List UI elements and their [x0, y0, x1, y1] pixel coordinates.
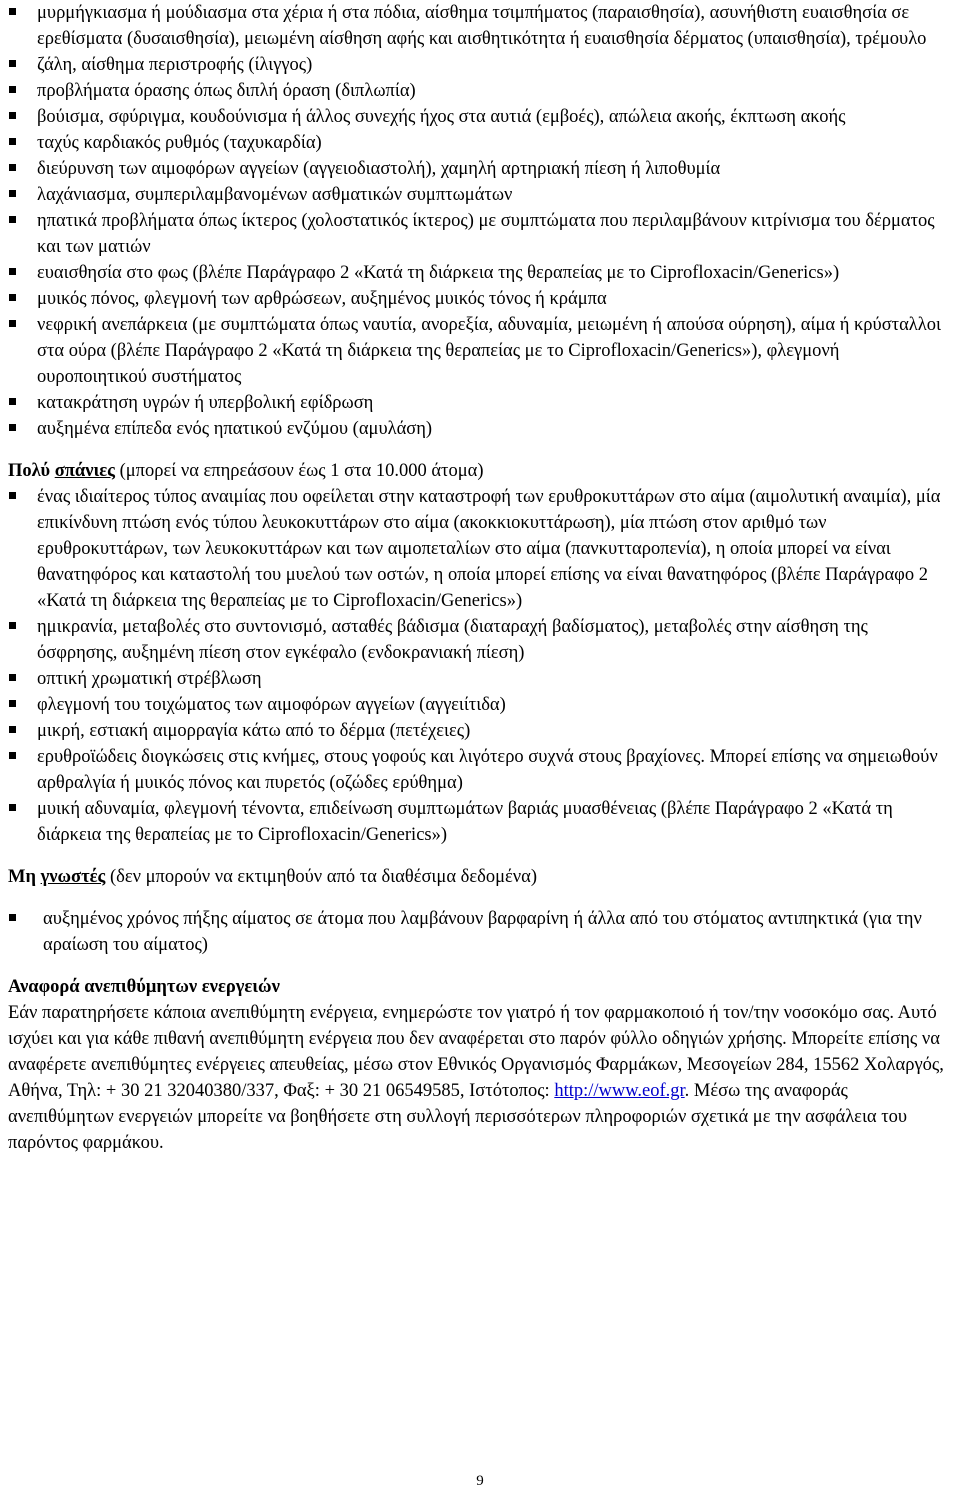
- bullet-square-icon: [9, 752, 16, 759]
- section-heading-very-rare: Πολύ σπάνιες (μπορεί να επηρεάσουν έως 1 στα 10.000 άτομα): [8, 461, 484, 481]
- bullet-square-icon: [9, 60, 16, 67]
- reporting-heading: Αναφορά ανεπιθύμητων ενεργειών: [8, 977, 280, 997]
- bullet-square-icon: [9, 190, 16, 197]
- side-effects-list-uncommon: [8, 0, 952, 442]
- list-item: αυξημένος χρόνος πήξης αίματος σε άτομα που λαμβάνουν βαρφαρίνη ή άλλα από του στόματος αντιπηκτικά (για την αραίωση του αίματος): [8, 906, 952, 958]
- bullet-square-icon: [9, 674, 16, 681]
- list-item: διεύρυνση των αιμοφόρων αγγείων (αγγειοδιαστολή), χαμηλή αρτηριακή πίεση ή λιποθυμία: [8, 156, 952, 182]
- bullet-square-icon: [9, 8, 16, 15]
- list-item: ερυθροϊώδεις διογκώσεις στις κνήμες, στους γοφούς και λιγότερο συχνά στους βραχίονες. Μπορεί επίσης να σημειωθούν αρθραλγία ή μυικός πόνος και πυρετός (οζώδες ερύθημα): [8, 744, 952, 796]
- list-item: μυρμήγκιασμα ή μούδιασμα στα χέρια ή στα πόδια, αίσθημα τσιμπήματος (παραισθησία), ασυνήθιστη ευαισθησία σε ερεθίσματα (δυσαισθησία), μειωμένη αίσθηση αφής και αισθητικότητα ή ευαισθησία δέρματος (υπαισθησία), τρέμουλο: [8, 0, 952, 52]
- list-item: ταχύς καρδιακός ρυθμός (ταχυκαρδία): [8, 130, 952, 156]
- bullet-square-icon: [9, 138, 16, 145]
- bullet-square-icon: [9, 492, 16, 499]
- list-item: μυικός πόνος, φλεγμονή των αρθρώσεων, αυξημένος μυικός τόνος ή κράμπα: [8, 286, 952, 312]
- side-effects-list-not-known: [8, 906, 952, 958]
- list-item: προβλήματα όρασης όπως διπλή όραση (διπλωπία): [8, 78, 952, 104]
- bullet-square-icon: [9, 398, 16, 405]
- list-item: κατακράτηση υγρών ή υπερβολική εφίδρωση: [8, 390, 952, 416]
- document-content: [8, 0, 952, 1156]
- list-item: ζάλη, αίσθημα περιστροφής (ίλιγγος): [8, 52, 952, 78]
- page-number: 9: [476, 1473, 484, 1489]
- spacer: [8, 890, 952, 906]
- bullet-square-icon: [9, 216, 16, 223]
- bullet-square-icon: [9, 726, 16, 733]
- bullet-square-icon: [9, 424, 16, 431]
- reporting-paragraph: Εάν παρατηρήσετε κάποια ανεπιθύμητη ενέργεια, ενημερώστε τον γιατρό ή τον φαρμακοποιό ή τον/την νοσοκόμο σας. Αυτό ισχύει και για κάθε πιθανή ανεπιθύμητη ενέργεια που δεν αναφέρεται στο παρόν φύλλο οδηγιών χρήσης. Μπορείτε επίσης να αναφέρετε ανεπιθύμητες ενέργειες απευθείας, μέσω στον Εθνικός Οργανισμός Φαρμάκων, Μεσογείων 284, 15562 Χολαργός, Αθήνα, Τηλ: + 30 21 32040380/337, Φαξ: + 30 21 06549585, Ιστότοπος: http://www.eof.gr. Μέσω της αναφοράς ανεπιθύμητων ενεργειών μπορείτε να βοηθήσετε στη συλλογή περισσότερων πληροφοριών σχετικά με την ασφάλεια του παρόντος φαρμάκου.: [8, 1003, 944, 1153]
- bullet-square-icon: [9, 112, 16, 119]
- bullet-square-icon: [9, 700, 16, 707]
- bullet-square-icon: [9, 804, 16, 811]
- bullet-square-icon: [9, 622, 16, 629]
- list-item: φλεγμονή του τοιχώματος των αιμοφόρων αγγείων (αγγειίτιδα): [8, 692, 952, 718]
- reporting-section: [8, 974, 952, 1156]
- list-item: ημικρανία, μεταβολές στο συντονισμό, ασταθές βάδισμα (διαταραχή βαδίσματος), μεταβολές στην αίσθηση της όσφρησης, αυξημένη πίεση στον εγκέφαλο (ενδοκρανιακή πίεση): [8, 614, 952, 666]
- bullet-square-icon: [9, 914, 16, 921]
- section-heading-not-known: Μη γνωστές (δεν μπορούν να εκτιμηθούν από τα διαθέσιμα δεδομένα): [8, 867, 538, 887]
- bullet-square-icon: [9, 268, 16, 275]
- list-item: νεφρική ανεπάρκεια (με συμπτώματα όπως ναυτία, ανορεξία, αδυναμία, μειωμένη ή απούσα ούρηση), αίμα ή κρύσταλλοι στα ούρα (βλέπε Παράγραφο 2 «Κατά τη διάρκεια της θεραπείας με το Ciprofloxacin/Generics»), φλεγμονή ουροποιητικού συστήματος: [8, 312, 952, 390]
- list-item: μυική αδυναμία, φλεγμονή τένοντα, επιδείνωση συμπτωμάτων βαριάς μυασθένειας (βλέπε Παράγραφο 2 «Κατά τη διάρκεια της θεραπείας με το Ciprofloxacin/Generics»): [8, 796, 952, 848]
- list-item: ένας ιδιαίτερος τύπος αναιμίας που οφείλεται στην καταστροφή των ερυθροκυττάρων στο αίμα (αιμολυτική αναιμία), μία επικίνδυνη πτώση ενός τύπου λευκοκυττάρων στο αίμα (ακοκκιοκυττάρωση), μία πτώση στον αριθμό των ερυθροκυττάρων, των λευκοκυττάρων και των αιμοπεταλίων στο αίμα (πανκυτταροπενία), η οποία μπορεί να είναι θανατηφόρος και καταστολή του μυελού των οστών, η οποία μπορεί επίσης να είναι θανατηφόρος (βλέπε Παράγραφο 2 «Κατά τη διάρκεια της θεραπείας με το Ciprofloxacin/Generics»): [8, 484, 952, 614]
- side-effects-list-very-rare: [8, 484, 952, 848]
- bullet-square-icon: [9, 86, 16, 93]
- list-item: ευαισθησία στο φως (βλέπε Παράγραφο 2 «Κατά τη διάρκεια της θεραπείας με το Ciprofloxacin/Generics»): [8, 260, 952, 286]
- bullet-square-icon: [9, 320, 16, 327]
- list-item: λαχάνιασμα, συμπεριλαμβανομένων ασθματικών συμπτωμάτων: [8, 182, 952, 208]
- eof-website-link[interactable]: http://www.eof.gr: [554, 1081, 685, 1101]
- bullet-square-icon: [9, 294, 16, 301]
- list-item: βούισμα, σφύριγμα, κουδούνισμα ή άλλος συνεχής ήχος στα αυτιά (εμβοές), απώλεια ακοής, έκπτωση ακοής: [8, 104, 952, 130]
- list-item: ηπατικά προβλήματα όπως ίκτερος (χολοστατικός ίκτερος) με συμπτώματα που περιλαμβάνουν κιτρίνισμα του δέρματος και των ματιών: [8, 208, 952, 260]
- list-item: μικρή, εστιακή αιμορραγία κάτω από το δέρμα (πετέχειες): [8, 718, 952, 744]
- list-item: οπτική χρωματική στρέβλωση: [8, 666, 952, 692]
- bullet-square-icon: [9, 164, 16, 171]
- list-item: αυξημένα επίπεδα ενός ηπατικού ενζύμου (αμυλάση): [8, 416, 952, 442]
